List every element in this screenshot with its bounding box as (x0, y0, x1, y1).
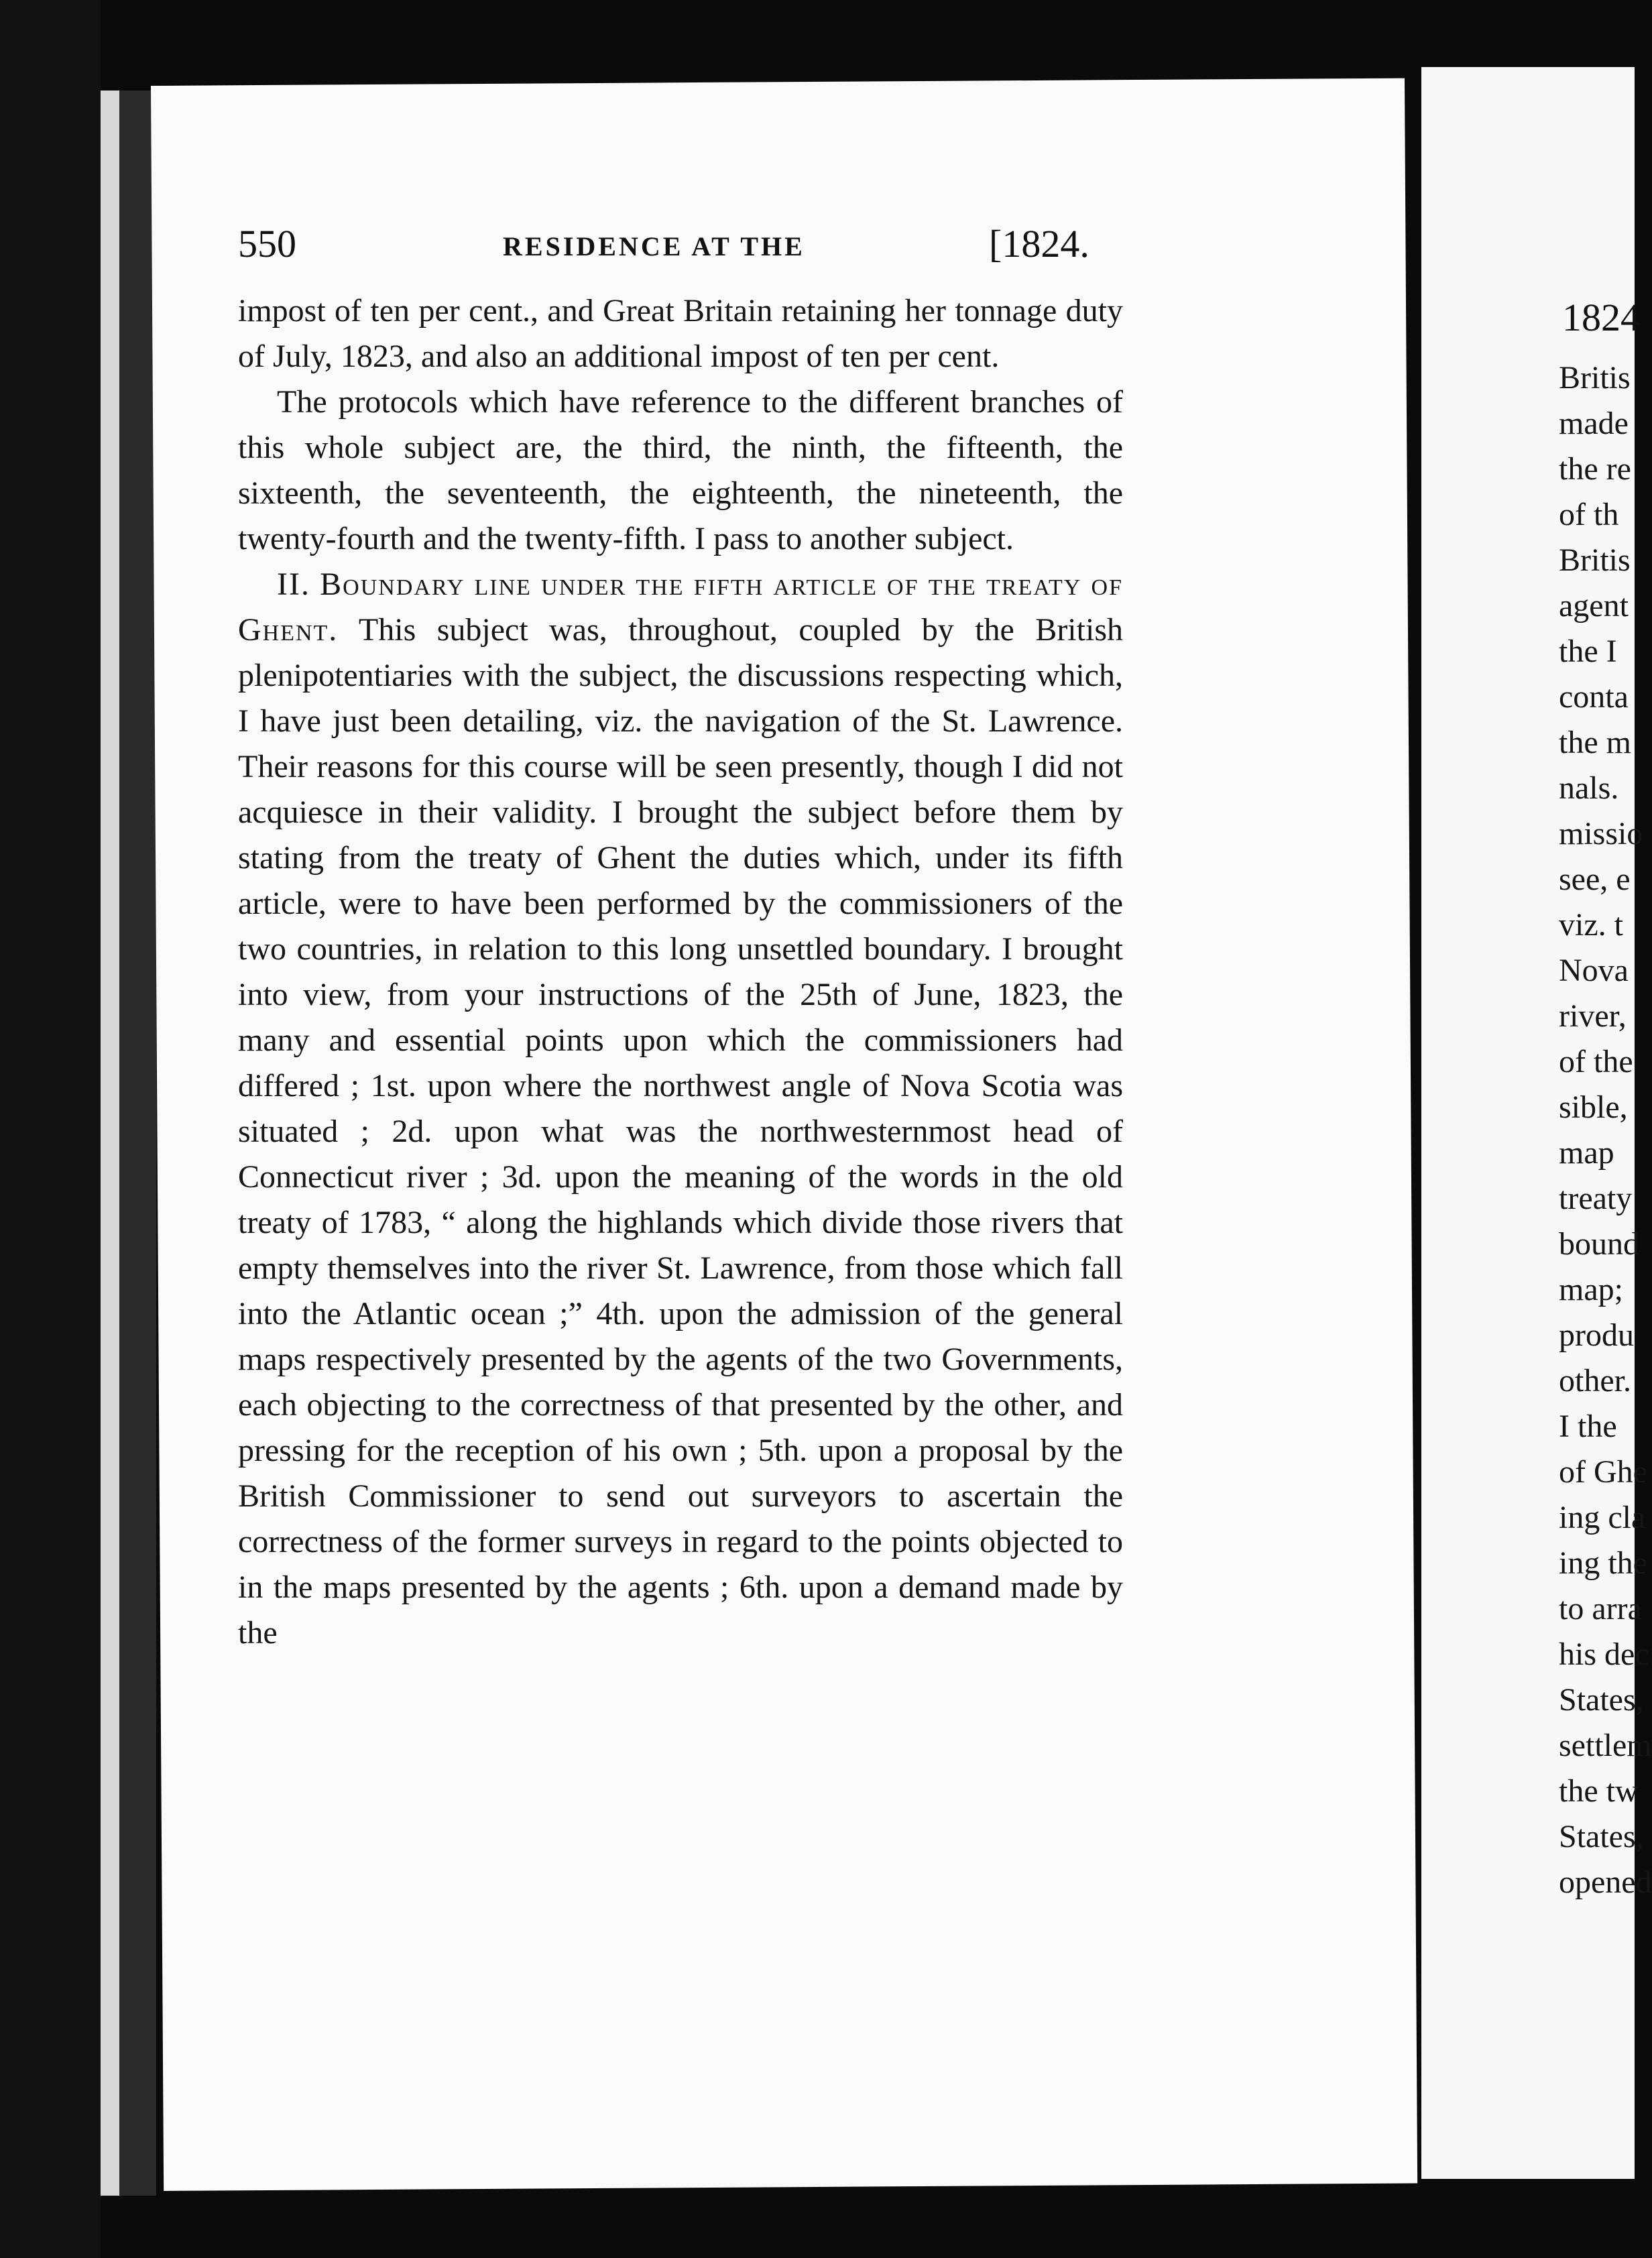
running-title: RESIDENCE AT THE (503, 231, 805, 261)
right-page-line: of th (1559, 497, 1619, 532)
paragraph-continued: impost of ten per cent., and Great Britain retaining her tonnage duty of July, 1823, and also an additional impost of ten per cent. (238, 293, 1123, 374)
right-page-line: the I (1559, 634, 1617, 669)
right-page-text (1559, 355, 1652, 1905)
right-page-line: agent (1559, 588, 1629, 623)
body-text (238, 288, 1123, 1656)
book-spine-shadow (0, 0, 101, 2258)
right-page-line: map (1559, 1135, 1614, 1171)
right-page-line: the m (1559, 725, 1631, 760)
right-page-line: viz. t (1559, 907, 1623, 943)
section-heading: II. Boundary line under the fifth article of the treaty of Ghent. (238, 567, 1123, 648)
right-page-line: States, (1559, 1682, 1644, 1718)
right-page-line: made (1559, 406, 1629, 441)
section-body: This subject was, throughout, coupled by the British plenipotentiaries with the subject, the discussions respecting which, I have just been detailing, viz. the navigation of the St. Lawrence. Their reasons for this course will be seen presently, though I did not acquiesce in their validity. I brought the subject before them by stating from the treaty of Ghent the duties which, under its fifth article, were to have been performed by the commissioners of the two countries, in relation to this long unsettled boundary. I brought into view, from your instructions of the 25th of June, 1823, the many and essential points upon which the commissioners had differed ; 1st. upon where the northwest angle of Nova Scotia was situated ; 2d. upon what was the northwesternmost head of Connecticut river ; 3d. upon the meaning of the words in the old treaty of 1783, “ along the highlands which divide those rivers that empty themselves into the river St. Lawrence, from those which fall into the Atlantic ocean ;” 4th. upon the admission of the general maps respectively presented by the agents of the two Governments, each objecting to the correctness of that presented by the other, and pressing for the reception of his own ; 5th. upon a proposal by the British Commissioner to send out surveyors to ascertain the correctness of the former surveys in regard to the points objected to in the maps presented by the agents ; 6th. upon a demand made by the (238, 612, 1123, 1651)
right-page-line: produ (1559, 1317, 1634, 1353)
binding-edge (101, 91, 119, 2196)
right-page-line: to arra (1559, 1591, 1642, 1626)
paragraph-protocols: The protocols which have reference to the different branches of this whole subject are, the third, the ninth, the fifteenth, the sixteenth, the seventeenth, the eighteenth, the nineteenth, the twenty-fourth and the twenty-fifth. I pass to another subject. (238, 384, 1123, 556)
right-page-line: ing the (1559, 1545, 1647, 1581)
right-page-line: sible, (1559, 1089, 1628, 1125)
right-page-line: nals. (1559, 770, 1619, 806)
running-head (238, 221, 1110, 275)
right-page-line: I the (1559, 1409, 1617, 1444)
right-page-line: ing cla (1559, 1500, 1646, 1535)
right-page-line: States, (1559, 1819, 1644, 1854)
right-page-line: of the (1559, 1044, 1633, 1079)
right-page-line: Nova (1559, 953, 1629, 988)
right-page-line: Britis (1559, 360, 1631, 396)
right-page-line: the tw (1559, 1773, 1639, 1809)
right-page-line: his dec (1559, 1637, 1649, 1672)
paragraph-boundary (238, 562, 1123, 1656)
right-page-line: conta (1559, 679, 1629, 715)
right-page-line: treaty (1559, 1181, 1633, 1216)
right-page-line: bound (1559, 1226, 1639, 1262)
right-page-line: missio (1559, 816, 1643, 851)
gutter-shadow (119, 91, 156, 2196)
right-page-line: Britis (1559, 542, 1631, 578)
right-page-line: the re (1559, 451, 1631, 487)
right-page-line: settlem (1559, 1728, 1652, 1763)
right-page-line: see, e (1559, 861, 1631, 897)
right-page-line: river, (1559, 998, 1627, 1034)
right-page (1421, 67, 1652, 2179)
right-page-line: other. (1559, 1363, 1631, 1399)
page-number: 550 (238, 222, 296, 265)
right-page-line: map; (1559, 1272, 1623, 1307)
right-page-line: opened (1559, 1864, 1652, 1900)
right-running-year: 1824 (1562, 296, 1640, 339)
running-year: [1824. (989, 222, 1089, 265)
right-page-line: of Ghe (1559, 1454, 1647, 1490)
